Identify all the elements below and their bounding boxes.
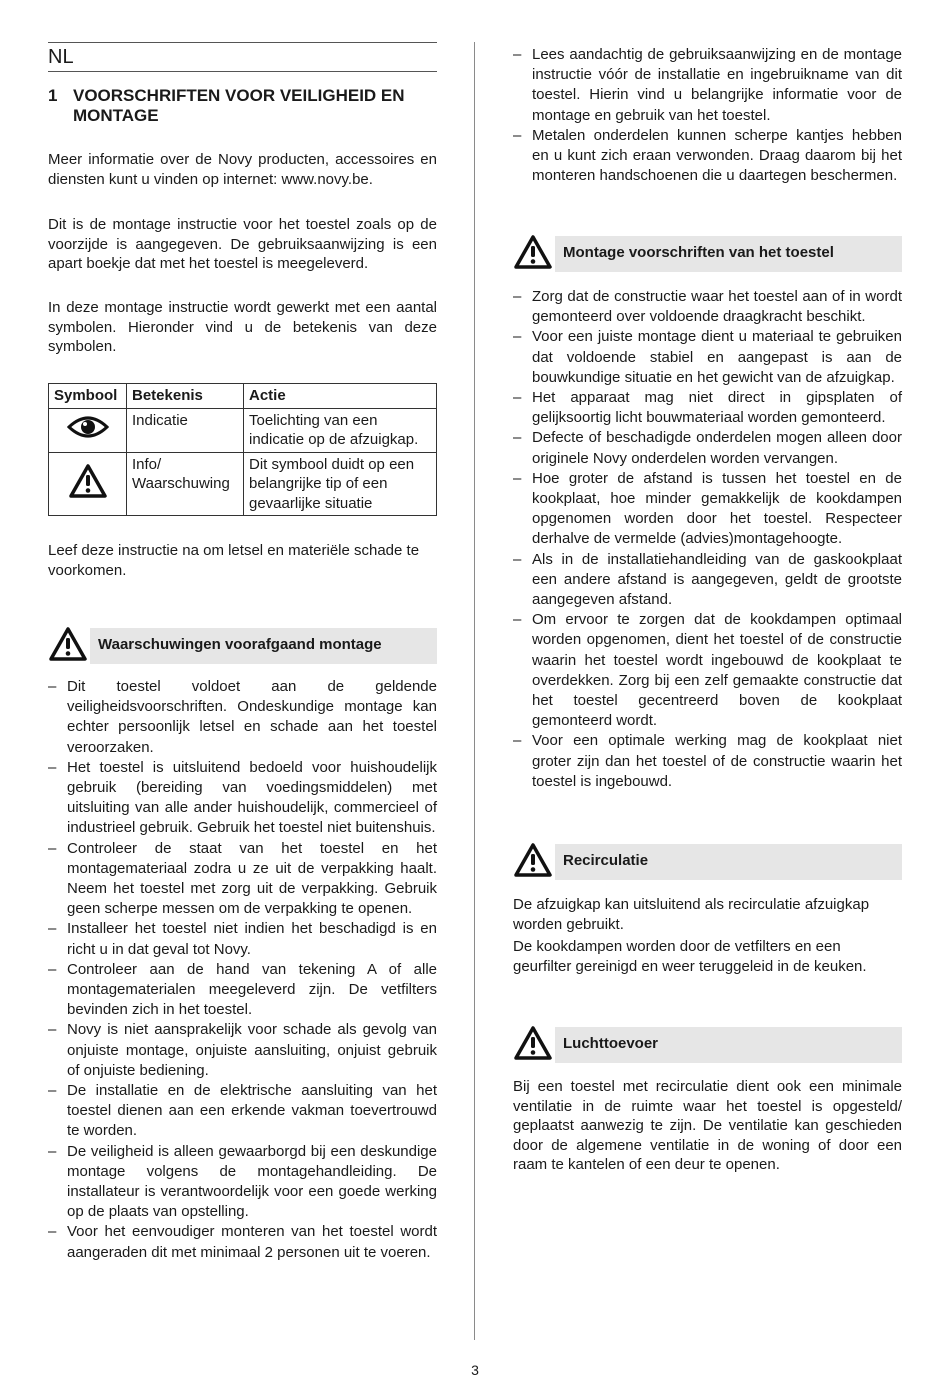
list-item: – De installatie en de elektrische aansluiting van het toestel dienen aan een erkende vakman toevertrouwd te worden. bbox=[48, 1081, 437, 1142]
luchttoevoer-title: Luchttoevoer bbox=[563, 1035, 659, 1052]
list-item: – Voor een juiste montage dient u materiaal te gebruiken dat voldoende stabiel en aangepast is aan de bouwkundige situatie en het gewicht van de afzuigkap. bbox=[513, 327, 902, 388]
intro-paragraph-2: Dit is de montage instructie voor het toestel zoals op de voorzijde is aangegeven. De gebruiksaanwijzing is een apart boekje dat met het toestel is meegeleverd. bbox=[48, 216, 437, 272]
list-item: – Als in de installatiehandleiding van de gaskookplaat een andere afstand is aangegeven, geldt de grootste aangegeven afstand. bbox=[513, 550, 902, 611]
section-title: VOORSCHRIFTEN VOOR VEILIGHEID EN MONTAGE bbox=[73, 86, 405, 125]
symbol-table bbox=[48, 383, 437, 516]
list-item: – Defecte of beschadigde onderdelen mogen alleen door originele Novy onderdelen worden vervangen. bbox=[513, 428, 902, 468]
intro-paragraph-3: In deze montage instructie wordt gewerkt met een aantal symbolen. Hieronder vind u de betekenis van deze symbolen. bbox=[48, 299, 437, 355]
warning-icon bbox=[513, 1025, 553, 1061]
luchttoevoer-header bbox=[513, 1027, 902, 1063]
intro-paragraph-1: Meer informatie over de Novy producten, accessoires en diensten kunt u vinden op internet: www.novy.be. bbox=[48, 151, 437, 188]
table-header: Actie bbox=[244, 384, 437, 409]
table-header: Symbool bbox=[49, 384, 127, 409]
list-item: – Voor een optimale werking mag de kookplaat niet groter zijn dan het toestel of de constructie waarin het toestel is ingebouwd. bbox=[513, 731, 902, 792]
warning-icon bbox=[48, 626, 88, 662]
symbol-cell bbox=[49, 408, 127, 452]
list-item: – Metalen onderdelen kunnen scherpe kantjes hebben en u kunt zich eraan verwonden. Draag daarom bij het monteren handschoenen die u daartegen beschermen. bbox=[513, 126, 902, 187]
table-cell: Dit symbool duidt op een belangrijke tip of een gevaarlijke situatie bbox=[244, 452, 437, 516]
list-item: – Voor het eenvoudiger monteren van het toestel wordt aangeraden dit met minimaal 2 personen uit te voeren. bbox=[48, 1222, 437, 1262]
list-item: – De veiligheid is alleen gewaarborgd bij een deskundige montage volgens de montagehandleiding. De installateur is verantwoordelijk voor een goede werking op de plaats van opstelling. bbox=[48, 1142, 437, 1223]
list-item: – Dit toestel voldoet aan de geldende veiligheidsvoorschriften. Ondeskundige montage kan echter persoonlijk letsel en schade aan het toestel veroorzaken. bbox=[48, 677, 437, 758]
list-item: – Het apparaat mag niet direct in gipsplaten of gelijksoortig licht bouwmateriaal worden gemonteerd. bbox=[513, 388, 902, 428]
recirculatie-header bbox=[513, 844, 902, 880]
follow-instruction-note: Leef deze instructie na om letsel en materiële schade te voorkomen. bbox=[48, 542, 420, 579]
section-heading bbox=[48, 86, 437, 126]
column-divider bbox=[474, 42, 475, 1340]
warnings-before-list bbox=[48, 677, 437, 1263]
montage-rules-list bbox=[513, 287, 902, 792]
warning-icon bbox=[513, 842, 553, 878]
warnings-before-title: Waarschuwingen voorafgaand montage bbox=[98, 636, 382, 653]
warning-icon bbox=[513, 234, 553, 270]
recirculatie-title: Recirculatie bbox=[563, 852, 649, 869]
list-item: – Lees aandachtig de gebruiksaanwijzing en de montage instructie vóór de installatie en ingebruikname van dit toestel. Hierin vind u belangrijke informatie voor de montage en gebruik van het toestel. bbox=[513, 45, 902, 126]
language-bar bbox=[48, 42, 437, 72]
recirculatie-paragraph-1: De afzuigkap kan uitsluitend als recirculatie afzuigkap worden gebruikt. bbox=[513, 896, 870, 933]
eye-icon bbox=[67, 414, 109, 440]
warnings-before-header bbox=[48, 628, 437, 664]
table-cell: Indicatie bbox=[127, 408, 244, 452]
table-cell: Toelichting van een indicatie op de afzuigkap. bbox=[244, 408, 437, 452]
list-item: – Hoe groter de afstand is tussen het toestel en de kookplaat, hoe minder gemakkelijk de kookdampen opgenomen worden door het toestel. Respecteer derhalve de vermelde (advies)montagehoogte. bbox=[513, 469, 902, 550]
table-header-row bbox=[49, 384, 437, 409]
symbol-cell bbox=[49, 452, 127, 516]
section-number: 1 bbox=[48, 86, 58, 105]
symbol-table-wrap bbox=[48, 383, 437, 516]
recirculatie-paragraph-2: De kookdampen worden door de vetfilters en een geurfilter gereinigd en weer teruggeleid in de keuken. bbox=[513, 938, 867, 975]
list-item: – Om ervoor te zorgen dat de kookdampen optimaal worden opgenomen, dient het toestel of de constructie waarin het toestel wordt ingebouwd de kookplaat te overdekken. Zorg bij een zelf gemaakte constructie dat het toestel gecentreerd boven de kookplaat gemonteerd wordt. bbox=[513, 610, 902, 731]
table-header: Betekenis bbox=[127, 384, 244, 409]
list-item: – Controleer de staat van het toestel en het montagemateriaal zodra u ze uit de verpakking haalt. Neem het toestel met zorg uit de verpakking. Gebruik geen scherpe messen om de verpakking te openen. bbox=[48, 839, 437, 920]
page-number: 3 bbox=[471, 1362, 479, 1378]
list-item: – Controleer aan de hand van tekening A of alle montagematerialen meegeleverd zijn. De vetfilters bevinden zich in het toestel. bbox=[48, 960, 437, 1021]
language-label: NL bbox=[48, 46, 74, 68]
right-top-list bbox=[513, 45, 902, 186]
montage-rules-header bbox=[513, 236, 902, 272]
luchttoevoer-paragraph: Bij een toestel met recirculatie dient ook een minimale ventilatie in de ruimte waar het toestel is opgesteld/ geplaatst aanwezig te zijn. De ventilatie kan geschieden door de algemene ventilatie in de woning of door een raam te kantelen of een deur te openen. bbox=[513, 1078, 902, 1173]
list-item: – Installeer het toestel niet indien het beschadigd is en richt u in dat geval tot Novy. bbox=[48, 919, 437, 959]
table-row bbox=[49, 452, 437, 516]
warning-icon bbox=[68, 463, 108, 499]
list-item: – Het toestel is uitsluitend bedoeld voor huishoudelijk gebruik (bereiding van voedingsmiddelen) met uitsluiting van alle ander huishoudelijk, commercieel of industrieel gebruik. Gebruik het toestel niet buitenshuis. bbox=[48, 758, 437, 839]
table-cell: Info/ Waarschuwing bbox=[127, 452, 244, 516]
montage-rules-title: Montage voorschriften van het toestel bbox=[563, 244, 834, 261]
list-item: – Novy is niet aansprakelijk voor schade als gevolg van onjuiste montage, onjuiste aansluiting, onjuist gebruik of onjuiste bediening. bbox=[48, 1020, 437, 1081]
table-row bbox=[49, 408, 437, 452]
list-item: – Zorg dat de constructie waar het toestel aan of in wordt gemonteerd over voldoende draagkracht beschikt. bbox=[513, 287, 902, 327]
